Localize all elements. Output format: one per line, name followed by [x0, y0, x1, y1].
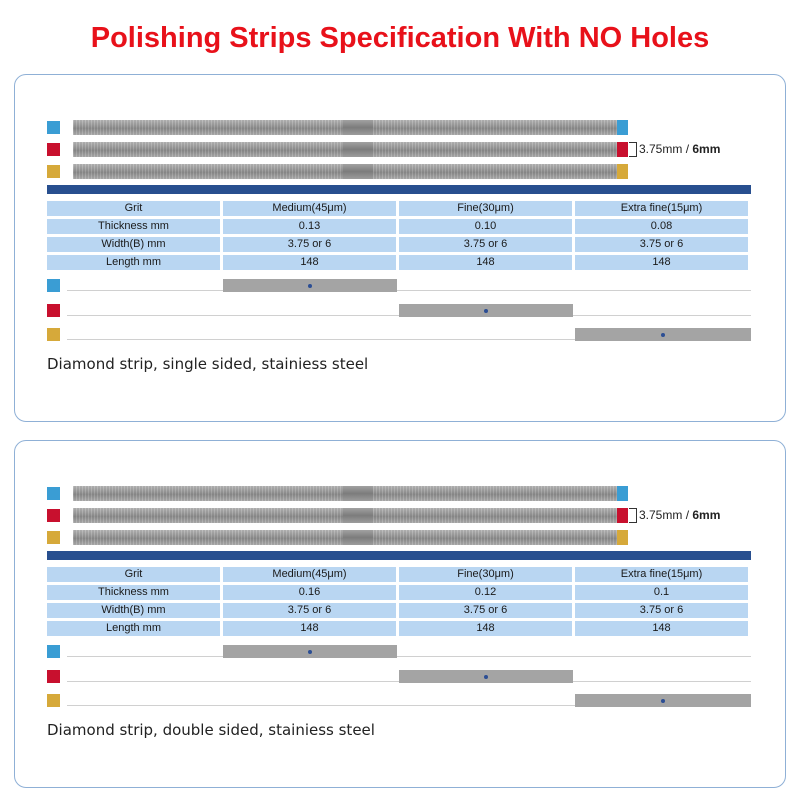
gold-color-marker	[47, 328, 60, 341]
medium-length-row	[47, 279, 751, 293]
blue-color-marker	[47, 645, 60, 658]
fine-length-bar	[399, 304, 573, 317]
fine-strip-image	[73, 508, 617, 523]
table-cell: 3.75 or 6	[223, 237, 396, 252]
center-dot	[308, 284, 312, 288]
blue-strip-end	[617, 120, 628, 135]
blue-strip-end	[617, 486, 628, 501]
table-cell: Thickness mm	[47, 219, 220, 234]
table-header-cell: Fine(30μm)	[399, 567, 572, 582]
medium-length-bar	[223, 279, 397, 292]
fine-length-row	[47, 304, 751, 318]
red-color-marker	[47, 670, 60, 683]
blue-color-marker	[47, 121, 60, 134]
medium-length-bar	[223, 645, 397, 658]
table-header-row	[47, 201, 751, 216]
table-cell: 0.13	[223, 219, 396, 234]
panel-caption: Diamond strip, single sided, stainiess steel	[47, 355, 369, 373]
table-header-row	[47, 567, 751, 582]
table-cell: 0.12	[399, 585, 572, 600]
table-row	[47, 603, 751, 618]
table-cell: 148	[399, 621, 572, 636]
table-header-cell: Medium(45μm)	[223, 201, 396, 216]
table-cell: 3.75 or 6	[399, 237, 572, 252]
table-cell: 0.08	[575, 219, 748, 234]
center-dot	[308, 650, 312, 654]
blue-color-marker	[47, 279, 60, 292]
table-row	[47, 219, 751, 234]
table-row	[47, 237, 751, 252]
table-header-cell: Grit	[47, 201, 220, 216]
extra-fine-strip-image	[73, 164, 617, 179]
table-cell: 0.1	[575, 585, 748, 600]
center-dot	[484, 675, 488, 679]
width-bracket	[629, 142, 637, 157]
table-cell: Width(B) mm	[47, 237, 220, 252]
table-cell: Width(B) mm	[47, 603, 220, 618]
spec-table	[47, 201, 751, 273]
page-title: Polishing Strips Specification With NO Holes	[90, 22, 710, 54]
extra-fine-length-bar	[575, 694, 751, 707]
table-cell: 148	[223, 255, 396, 270]
center-dot	[484, 309, 488, 313]
fine-length-bar	[399, 670, 573, 683]
table-row	[47, 621, 751, 636]
center-dot	[661, 333, 665, 337]
red-strip-end	[617, 142, 628, 157]
gold-strip-end	[617, 530, 628, 545]
fine-strip-image	[73, 142, 617, 157]
table-cell: 148	[575, 621, 748, 636]
extra-fine-length-row	[47, 694, 751, 708]
header-band	[47, 185, 751, 194]
double-sided-panel	[14, 440, 786, 788]
extra-fine-length-bar	[575, 328, 751, 341]
extra-fine-strip-image	[73, 530, 617, 545]
table-header-cell: Medium(45μm)	[223, 567, 396, 582]
spec-table	[47, 567, 751, 639]
panel-caption: Diamond strip, double sided, stainiess steel	[47, 721, 375, 739]
width-dimension-label: 3.75mm / 6mm	[639, 508, 721, 522]
table-cell: 3.75 or 6	[223, 603, 396, 618]
table-cell: Length mm	[47, 255, 220, 270]
table-row	[47, 255, 751, 270]
gold-color-marker	[47, 531, 60, 544]
table-cell: 0.10	[399, 219, 572, 234]
gold-strip-end	[617, 164, 628, 179]
medium-strip-image	[73, 120, 617, 135]
gold-color-marker	[47, 165, 60, 178]
header-band	[47, 551, 751, 560]
table-header-cell: Extra fine(15μm)	[575, 201, 748, 216]
table-header-cell: Grit	[47, 567, 220, 582]
medium-length-row	[47, 645, 751, 659]
table-cell: 3.75 or 6	[575, 603, 748, 618]
table-cell: 0.16	[223, 585, 396, 600]
extra-fine-length-row	[47, 328, 751, 342]
table-header-cell: Extra fine(15μm)	[575, 567, 748, 582]
single-sided-panel	[14, 74, 786, 422]
red-strip-end	[617, 508, 628, 523]
table-cell: 148	[575, 255, 748, 270]
blue-color-marker	[47, 487, 60, 500]
red-color-marker	[47, 143, 60, 156]
medium-strip-image	[73, 486, 617, 501]
table-cell: Thickness mm	[47, 585, 220, 600]
table-cell: 3.75 or 6	[575, 237, 748, 252]
table-cell: 3.75 or 6	[399, 603, 572, 618]
fine-length-row	[47, 670, 751, 684]
table-cell: Length mm	[47, 621, 220, 636]
center-dot	[661, 699, 665, 703]
table-cell: 148	[223, 621, 396, 636]
table-header-cell: Fine(30μm)	[399, 201, 572, 216]
red-color-marker	[47, 509, 60, 522]
red-color-marker	[47, 304, 60, 317]
table-cell: 148	[399, 255, 572, 270]
width-dimension-label: 3.75mm / 6mm	[639, 142, 721, 156]
gold-color-marker	[47, 694, 60, 707]
table-row	[47, 585, 751, 600]
width-bracket	[629, 508, 637, 523]
